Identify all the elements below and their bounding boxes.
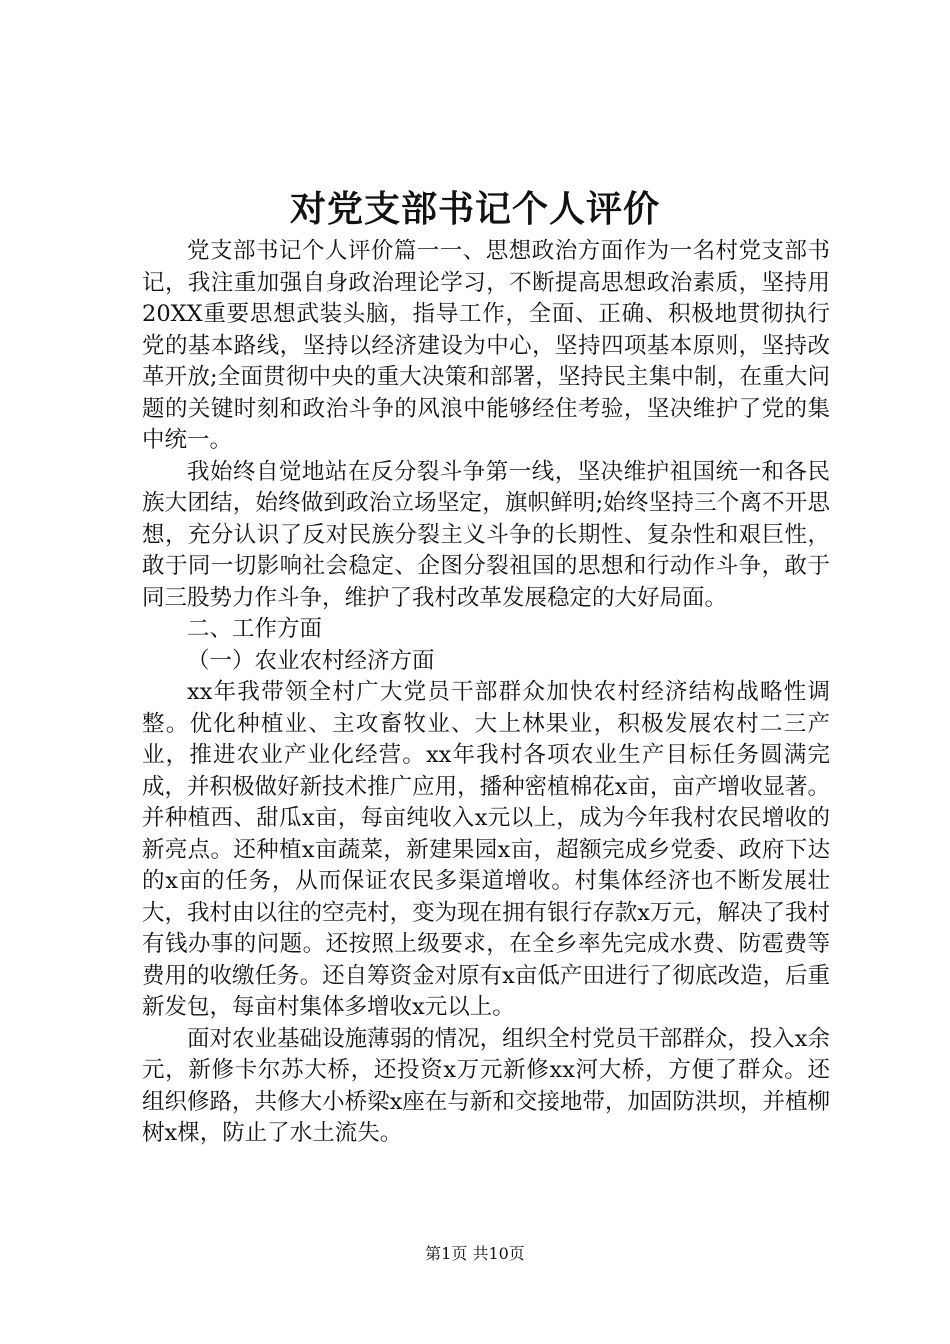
subsection-heading: （一）农业农村经济方面 [187, 647, 435, 674]
section-heading: 二、工作方面 [187, 616, 323, 642]
paragraph: 我始终自觉地站在反分裂斗争第一线，坚决维护祖国统一和各民族大团结，始终做到政治立场坚定，旗帜鲜明;始终坚持三个离不开思想，充分认识了反对民族分裂主义斗争的长期性、复杂性和艰巨性，敢于同一切影响社会稳定、企图分裂祖国的思想和行动作斗争，敢于同三股势力作斗争，维护了我村改革发展稳定的大好局面。 [142, 458, 830, 611]
page-footer: 第1页 共10页 [425, 1244, 525, 1263]
paragraph: xx年我带领全村广大党员干部群众加快农村经济结构战略性调整。优化种植业、主攻畜牧业、大上林果业，积极发展农村二三产业，推进农业产业化经营。xx年我村各项农业生产目标任务圆满完成，并积极做好新技术推广应用，播种密植棉花x亩，亩产增收显著。并种植西、甜瓜x亩，每亩纯收入x元以上，成为今年我村农民增收的新亮点。还种植x亩蔬菜，新建果园x亩，超额完成乡党委、政府下达的x亩的任务，从而保证农民多渠道增收。村集体经济也不断发展壮大，我村由以往的空壳村，变为现在拥有银行存款x万元，解决了我村有钱办事的问题。还按照上级要求，在全乡率先完成水费、防雹费等费用的收缴任务。还自筹资金对原有x亩低产田进行了彻底改造，后重新发包，每亩村集体多增收x元以上。 [142, 679, 830, 1020]
paragraph: 面对农业基础设施薄弱的情况，组织全村党员干部群众，投入x余元，新修卡尔苏大桥，还投资x万元新修xx河大桥，方便了群众。还组织修路，共修大小桥梁x座在与新和交接地带，加固防洪坝，并植柳树x棵，防止了水土流失。 [142, 1025, 830, 1146]
document-body [142, 236, 830, 1150]
paragraph: 党支部书记个人评价篇一一、思想政治方面作为一名村党支部书记，我注重加强自身政治理论学习，不断提高思想政治素质，坚持用20XX重要思想武装头脑，指导工作，全面、正确、积极地贯彻执行党的基本路线，坚持以经济建设为中心，坚持四项基本原则，坚持改革开放;全面贯彻中央的重大决策和部署，坚持民主集中制，在重大问题的关键时刻和政治斗争的风浪中能够经住考验，坚决维护了党的集中统一。 [142, 238, 830, 453]
document-title: 对党支部书记个人评价 [289, 188, 660, 230]
